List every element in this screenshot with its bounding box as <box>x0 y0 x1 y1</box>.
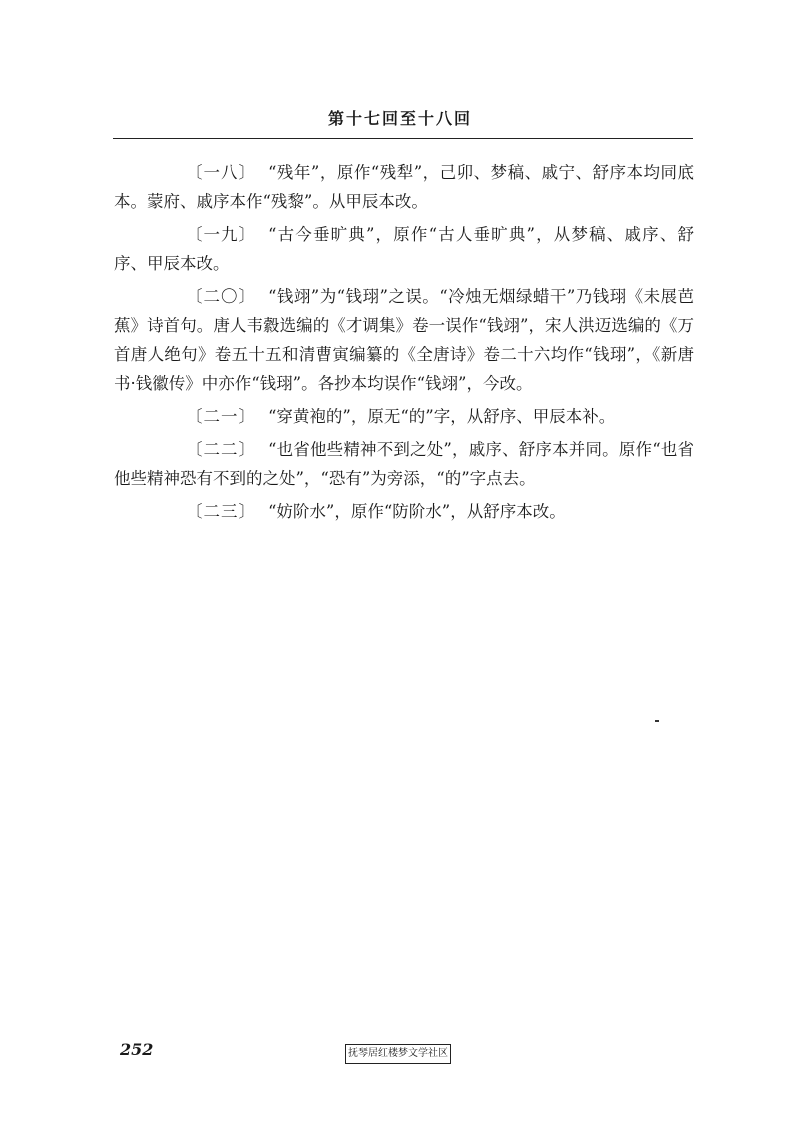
notes-section <box>114 158 694 530</box>
note-text: “妨阶水”，原作“防阶水”，从舒序本改。 <box>268 502 566 521</box>
note-text: “残年”，原作“残犁”，己卯、梦稿、戚宁、舒序本均同底本。蒙府、戚序本作“残黎”。从甲辰本改。 <box>114 163 694 211</box>
note-20 <box>114 282 694 398</box>
note-number: 〔一八〕 <box>186 163 256 182</box>
note-text: “也省他些精神不到之处”，戚序、舒序本并同。原作“也省他些精神恐有不到的之处”，“恐有”为旁添，“的”字点去。 <box>114 440 694 488</box>
note-text: “穿黄袍的”，原无“的”字，从舒序、甲辰本补。 <box>268 407 616 426</box>
header-rule <box>113 138 693 139</box>
note-number: 〔二〇〕 <box>186 287 256 306</box>
source-stamp: 抚琴居红楼梦文学社区 <box>345 1044 451 1064</box>
note-22 <box>114 435 694 493</box>
note-21 <box>114 402 694 431</box>
scan-speck <box>655 720 659 722</box>
note-23 <box>114 497 694 526</box>
note-number: 〔一九〕 <box>186 225 256 244</box>
note-text: “古今垂旷典”，原作“古人垂旷典”，从梦稿、戚序、舒序、甲辰本改。 <box>114 225 694 273</box>
note-18 <box>114 158 694 216</box>
note-number: 〔二一〕 <box>186 407 256 426</box>
note-number: 〔二三〕 <box>186 502 256 521</box>
note-19 <box>114 220 694 278</box>
note-number: 〔二二〕 <box>186 440 256 459</box>
note-text: “钱翊”为“钱珝”之误。“冷烛无烟绿蜡干”乃钱珝《未展芭蕉》诗首句。唐人韦縠选编的《才调集》卷一误作“钱翊”，宋人洪迈选编的《万首唐人绝句》卷五十五和清曹寅编纂的《全唐诗》卷二十六均作“钱珝”，《新唐书·钱徽传》中亦作“钱珝”。各抄本均误作“钱翊”，今改。 <box>114 287 694 393</box>
running-head: 第十七回至十八回 <box>327 109 472 128</box>
page-number: 252 <box>120 1040 154 1059</box>
